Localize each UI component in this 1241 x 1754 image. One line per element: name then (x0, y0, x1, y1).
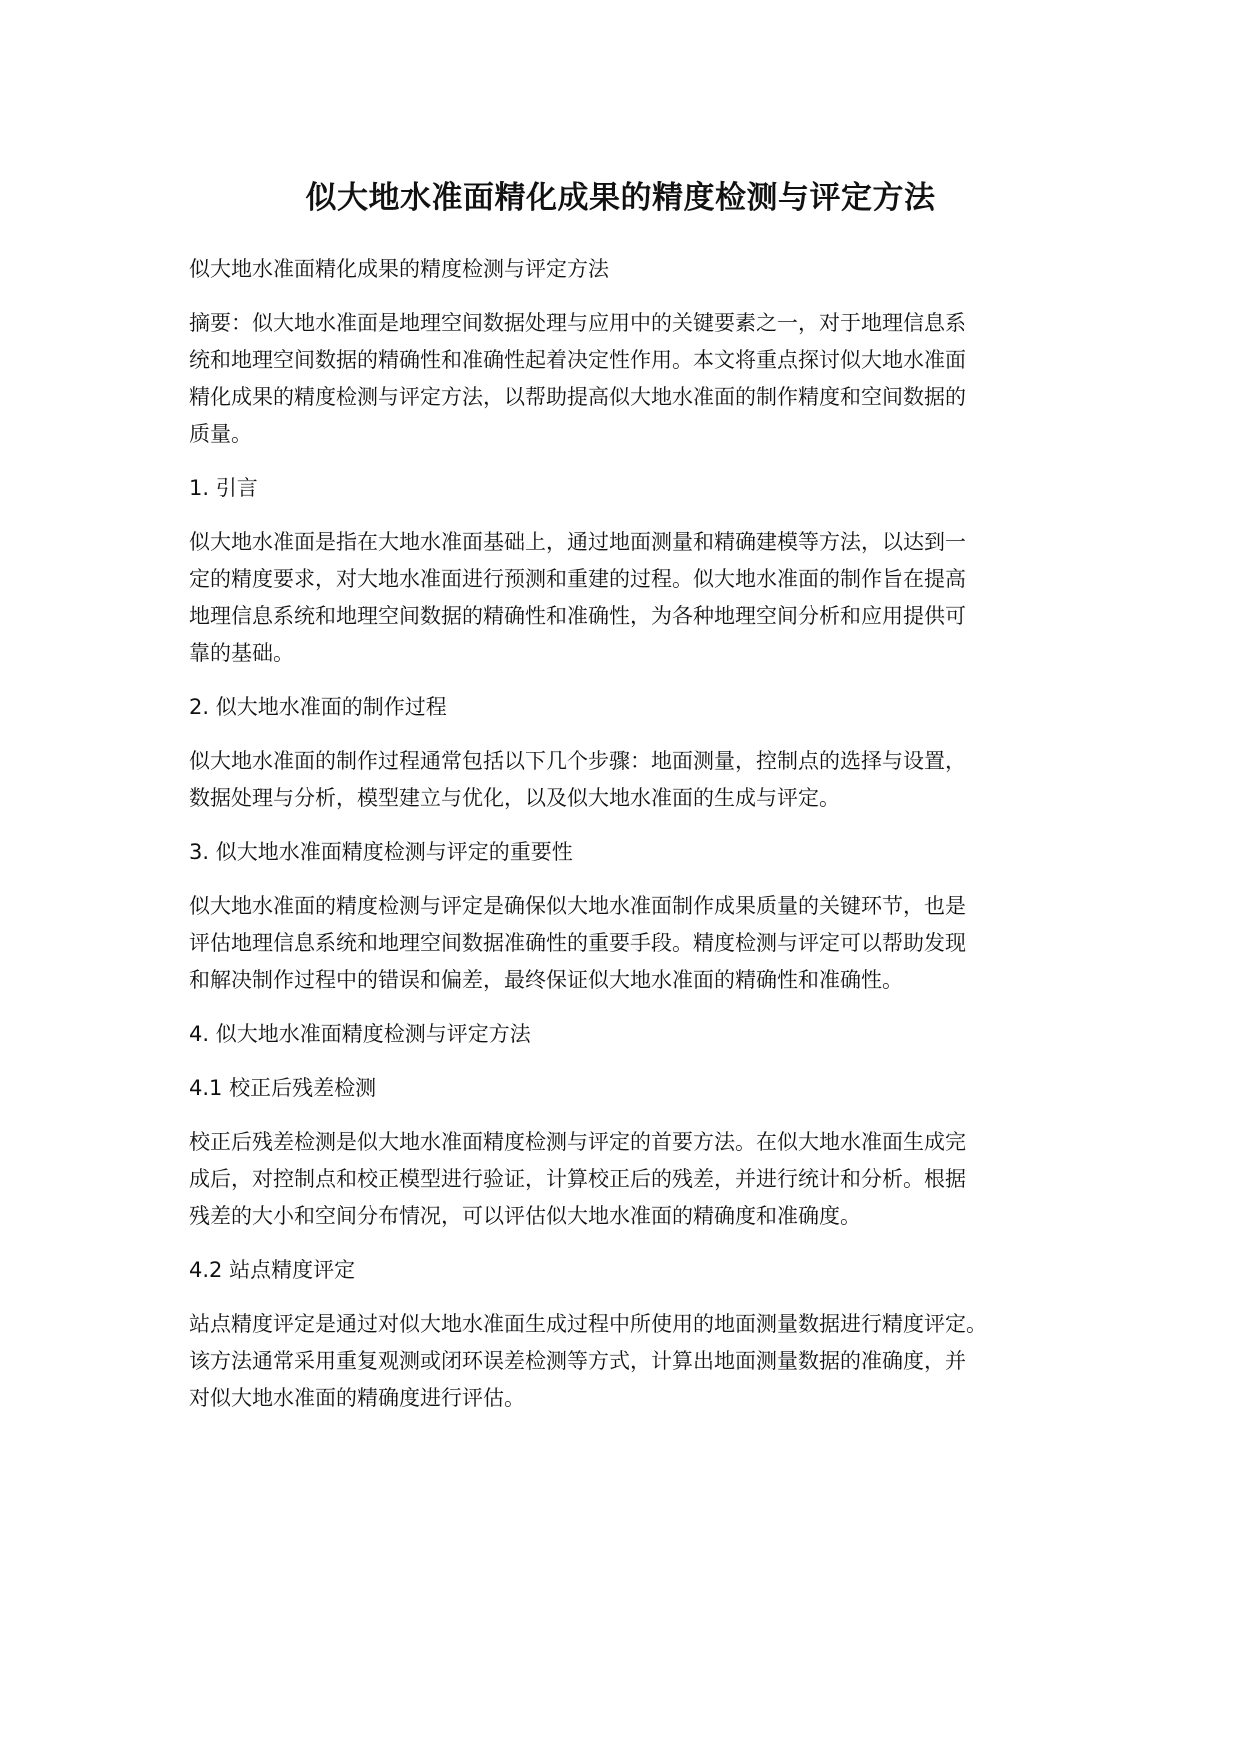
paragraph-line: 成后，对控制点和校正模型进行验证，计算校正后的残差，并进行统计和分析。根据 (189, 1167, 966, 1191)
paragraph-line: 靠的基础。 (189, 641, 294, 665)
section-heading: 3. 似大地水准面精度检测与评定的重要性 (189, 840, 573, 864)
paragraph-line: 和解决制作过程中的错误和偏差，最终保证似大地水准面的精确性和准确性。 (189, 968, 903, 992)
document-title: 似大地水准面精化成果的精度检测与评定方法 (305, 180, 936, 216)
abstract-line: 统和地理空间数据的精确性和准确性起着决定性作用。本文将重点探讨似大地水准面 (189, 348, 966, 372)
abstract-line: 质量。 (189, 422, 252, 446)
subsection-heading: 4.1 校正后残差检测 (189, 1076, 377, 1100)
paragraph-line: 数据处理与分析，模型建立与优化，以及似大地水准面的生成与评定。 (189, 786, 840, 810)
paragraph-line: 残差的大小和空间分布情况，可以评估似大地水准面的精确度和准确度。 (189, 1204, 861, 1228)
paragraph-line: 定的精度要求，对大地水准面进行预测和重建的过程。似大地水准面的制作旨在提高 (189, 567, 966, 591)
paragraph-line: 似大地水准面的精度检测与评定是确保似大地水准面制作成果质量的关键环节，也是 (189, 894, 966, 918)
paragraph-line: 似大地水准面是指在大地水准面基础上，通过地面测量和精确建模等方法，以达到一 (189, 530, 966, 554)
paragraph-line: 似大地水准面的制作过程通常包括以下几个步骤：地面测量，控制点的选择与设置， (189, 749, 966, 773)
paragraph-line: 该方法通常采用重复观测或闭环误差检测等方式，计算出地面测量数据的准确度，并 (189, 1349, 966, 1373)
section-heading: 1. 引言 (189, 476, 258, 500)
abstract-line: 摘要：似大地水准面是地理空间数据处理与应用中的关键要素之一，对于地理信息系 (189, 311, 966, 335)
paragraph-line: 评估地理信息系统和地理空间数据准确性的重要手段。精度检测与评定可以帮助发现 (189, 931, 966, 955)
document-subtitle: 似大地水准面精化成果的精度检测与评定方法 (189, 257, 609, 281)
subsection-heading: 4.2 站点精度评定 (189, 1258, 356, 1282)
paragraph-line: 对似大地水准面的精确度进行评估。 (189, 1386, 525, 1410)
section-heading: 4. 似大地水准面精度检测与评定方法 (189, 1022, 531, 1046)
section-heading: 2. 似大地水准面的制作过程 (189, 695, 447, 719)
paragraph-line: 地理信息系统和地理空间数据的精确性和准确性，为各种地理空间分析和应用提供可 (189, 604, 966, 628)
abstract-line: 精化成果的精度检测与评定方法，以帮助提高似大地水准面的制作精度和空间数据的 (189, 385, 966, 409)
paragraph-line: 校正后残差检测是似大地水准面精度检测与评定的首要方法。在似大地水准面生成完 (189, 1130, 966, 1154)
paragraph-line: 站点精度评定是通过对似大地水准面生成过程中所使用的地面测量数据进行精度评定。 (189, 1312, 987, 1336)
